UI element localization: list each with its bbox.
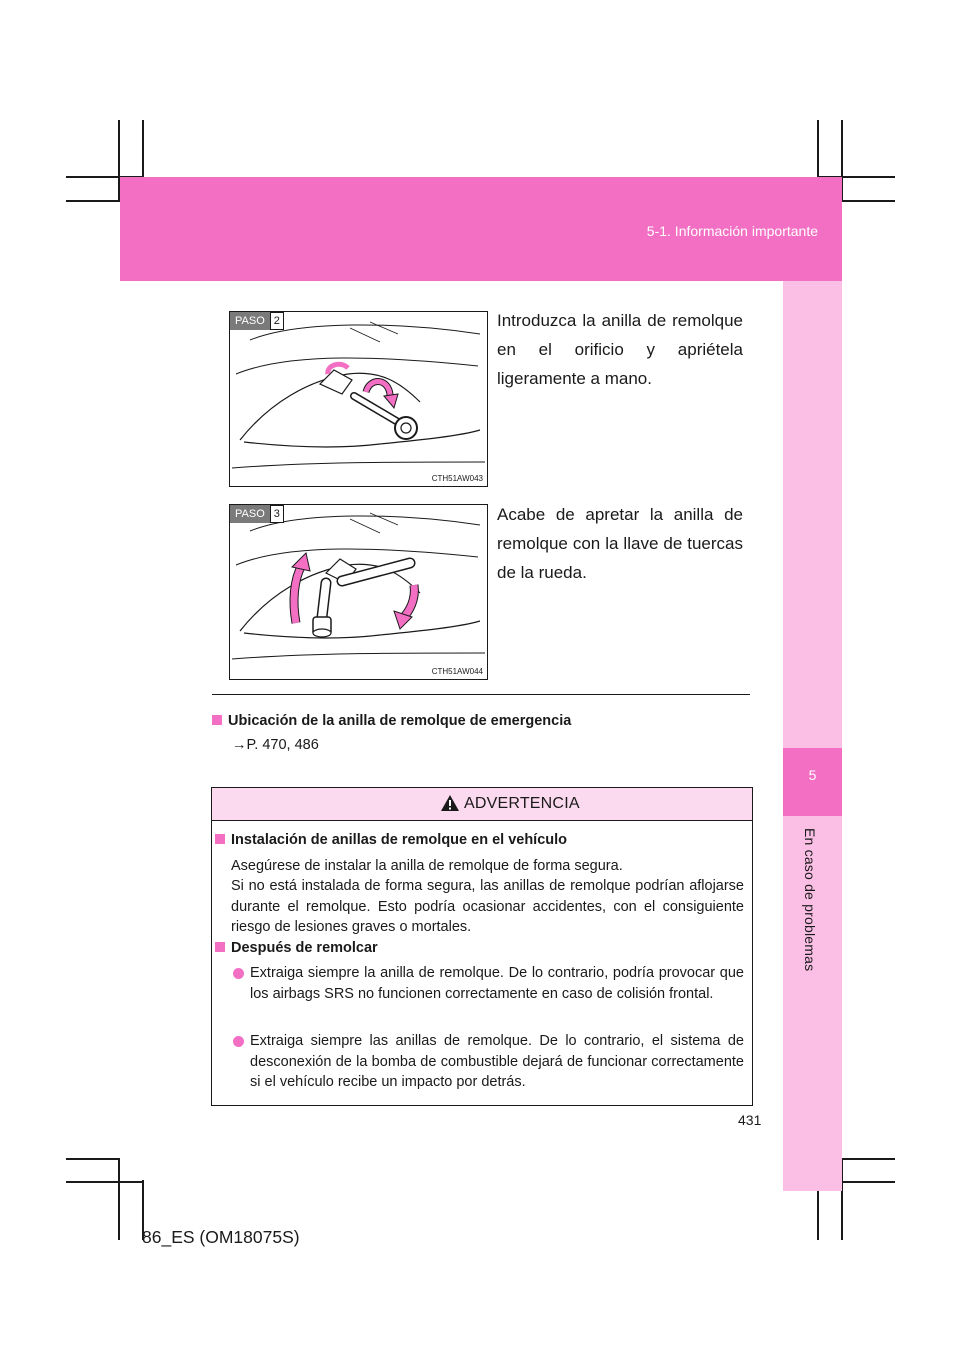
warning-header	[212, 788, 752, 821]
section-header	[120, 177, 842, 281]
arrow-right-icon: →	[232, 737, 247, 753]
square-bullet-icon	[212, 715, 222, 725]
step-badge	[230, 505, 284, 523]
square-bullet-icon	[215, 942, 225, 952]
warning-item-heading	[215, 832, 567, 848]
crop-mark	[66, 200, 120, 202]
figure-code: CTH51AW044	[431, 667, 483, 676]
chapter-side-tab	[783, 281, 842, 1191]
section-divider	[212, 694, 750, 695]
step-badge-number: 3	[270, 505, 284, 523]
round-bullet-icon	[233, 1036, 244, 1047]
page-reference	[232, 737, 319, 753]
document-code: 86_ES (OM18075S)	[142, 1227, 300, 1247]
page-number: 431	[738, 1112, 762, 1128]
page-reference-text: P. 470, 486	[246, 737, 319, 753]
section-heading	[212, 713, 571, 729]
wheel-wrench-illustration	[230, 505, 487, 679]
crop-mark	[66, 1158, 120, 1160]
step-2-text: Introduzca la anilla de remolque en el orificio y apriétela ligeramente a mano.	[497, 311, 743, 388]
chapter-number: 5	[808, 767, 817, 783]
warning-bullet: Extraiga siempre las anillas de remolque. De lo contrario, el sistema de desconexión de la bomba de combustible dejará de funcionar correctamente si el vehículo recibe un impacto por detrás.	[250, 1033, 744, 1090]
warning-item-heading	[215, 940, 378, 956]
warning-title: ADVERTENCIA	[464, 795, 580, 812]
section-heading-text: Ubicación de la anilla de remolque de emergencia	[228, 713, 572, 729]
warning-paragraph: Asegúrese de instalar la anilla de remolque de forma segura.	[231, 858, 623, 874]
step-badge	[230, 312, 284, 330]
step-2-figure	[229, 311, 488, 487]
warning-bullet: Extraiga siempre la anilla de remolque. De lo contrario, podría provocar que los airbags SRS no funcionen correctamente en caso de colisión frontal.	[250, 965, 744, 1002]
warning-item-heading-text: Después de remolcar	[231, 940, 378, 956]
crop-mark	[118, 1158, 120, 1240]
towing-eye-hand-illustration	[230, 312, 487, 486]
crop-mark	[841, 1158, 895, 1160]
step-3-text: Acabe de apretar la anilla de remolque con la llave de tuercas de la rueda.	[497, 505, 743, 582]
chapter-title: En caso de problemas	[802, 828, 818, 972]
step-3-figure	[229, 504, 488, 680]
warning-item-heading-text: Instalación de anillas de remolque en el vehículo	[231, 832, 568, 848]
step-badge-number: 2	[270, 312, 284, 330]
warning-triangle-icon	[440, 794, 460, 812]
crop-mark	[66, 1181, 142, 1183]
section-header-title: 5-1. Información importante	[646, 223, 818, 239]
crop-mark	[841, 200, 895, 202]
figure-code: CTH51AW043	[431, 474, 483, 483]
chapter-number-box	[783, 748, 842, 816]
round-bullet-icon	[233, 968, 244, 979]
warning-box	[211, 787, 753, 1106]
step-badge-word: PASO	[230, 312, 270, 330]
square-bullet-icon	[215, 834, 225, 844]
step-badge-word: PASO	[230, 505, 270, 523]
warning-paragraph: Si no está instalada de forma segura, las anillas de remolque podrían aflojarse durante el remolque. Esto podría ocasionar accidentes, con el consiguiente riesgo de lesiones graves o mortales.	[231, 878, 744, 935]
